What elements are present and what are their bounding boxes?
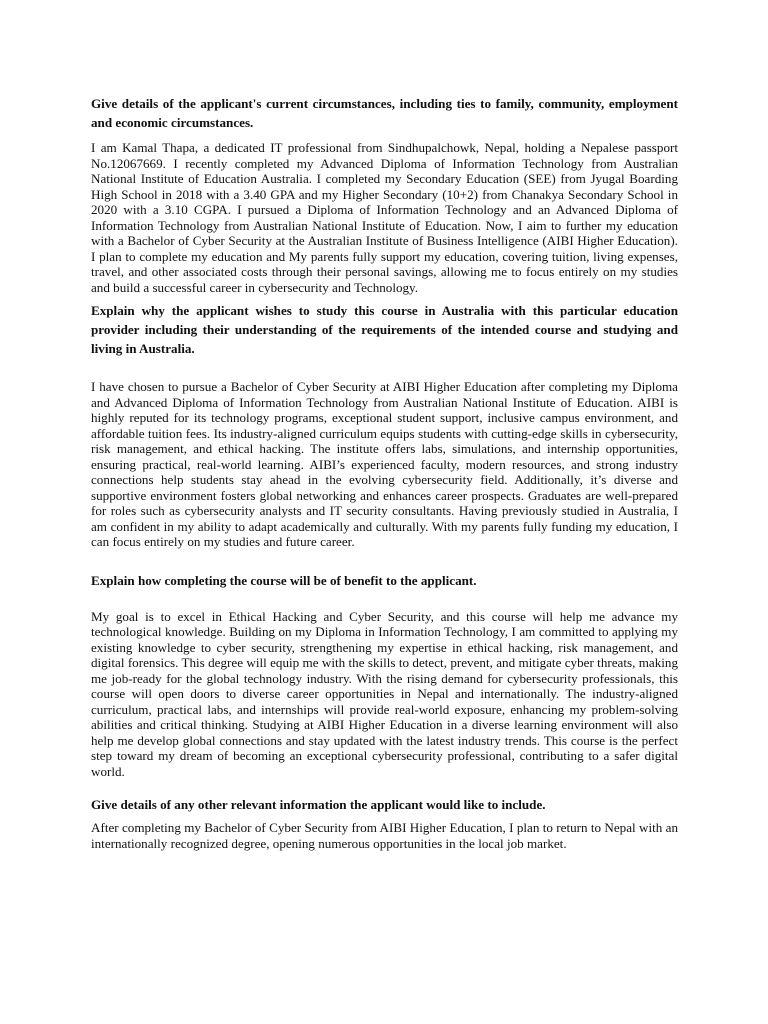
section-body-current-circumstances: I am Kamal Thapa, a dedicated IT professional from Sindhupalchowk, Nepal, holding a Nepalese passport No.12067669. I recently completed my Advanced Diploma of Information Technology from Australian National Institute of Education Australia. I completed my Secondary Education (SEE) from Jyugal Boarding High School in 2018 with a 3.40 GPA and my Higher Secondary (10+2) from Chanakya Secondary School in 2020 with a 3.10 CGPA. I pursued a Diploma of Information Technology and an Advanced Diploma of Information Technology from Australian National Institute of Education. Now, I aim to further my education with a Bachelor of Cyber Security at the Australian Institute of Business Intelligence (AIBI Higher Education). I plan to complete my education and My parents fully support my education, covering tuition, living expenses, travel, and other associated costs through their personal savings, allowing me to focus entirely on my studies and build a successful career in cybersecurity and Technology. [91, 140, 678, 295]
section-body-why-study: I have chosen to pursue a Bachelor of Cyber Security at AIBI Higher Education after completing my Diploma and Advanced Diploma of Information Technology from Australian National Institute of Education. AIBI is highly reputed for its technology programs, exceptional student support, inclusive campus environment, and affordable tuition fees. Its industry-aligned curriculum equips students with cutting-edge skills in cybersecurity, risk management, and ethical hacking. The institute offers labs, simulations, and internship opportunities, ensuring practical, real-world learning. AIBI’s experienced faculty, modern resources, and strong industry connections help students stay ahead in the evolving cybersecurity field. Additionally, it’s diverse and supportive environment fosters global networking and enhances career prospects. Graduates are well-prepared for roles such as cybersecurity analysts and IT security consultants. Having previously studied in Australia, I am confident in my ability to adapt academically and culturally. With my parents fully funding my education, I can focus entirely on my studies and future career. [91, 379, 678, 549]
section-heading-why-study: Explain why the applicant wishes to study this course in Australia with this particular education provider including their understanding of the requirements of the intended course and studying and living in Australia. [91, 303, 678, 356]
section-body-other-information: After completing my Bachelor of Cyber Security from AIBI Higher Education, I plan to return to Nepal with an internationally recognized degree, opening numerous opportunities in the local job market. [91, 820, 678, 851]
document-content [91, 94, 678, 851]
section-heading-other-information: Give details of any other relevant information the applicant would like to include. [91, 797, 546, 812]
section-heading-current-circumstances: Give details of the applicant's current circumstances, including ties to family, community, employment and economic circumstances. [91, 96, 678, 130]
section-heading-course-benefit: Explain how completing the course will be of benefit to the applicant. [91, 572, 477, 588]
section-body-course-benefit: My goal is to excel in Ethical Hacking and Cyber Security, and this course will help me advance my technological knowledge. Building on my Diploma in Information Technology, I am committed to applying my existing knowledge to cyber security, strengthening my expertise in ethical hacking, risk management, and digital forensics. This degree will equip me with the skills to detect, prevent, and mitigate cyber threats, making me job-ready for the global technology industry. With the rising demand for cybersecurity professionals, this course will open doors to diverse career opportunities in Nepal and internationally. The industry-aligned curriculum, practical labs, and internships will provide real-world exposure, enhancing my problem-solving abilities and critical thinking. Studying at AIBI Higher Education in a diverse learning environment will also help me develop global connections and stay updated with the latest industry trends. This course is the perfect step toward my dream of becoming an exceptional cybersecurity professional, contributing to a safer digital world. [91, 608, 678, 779]
